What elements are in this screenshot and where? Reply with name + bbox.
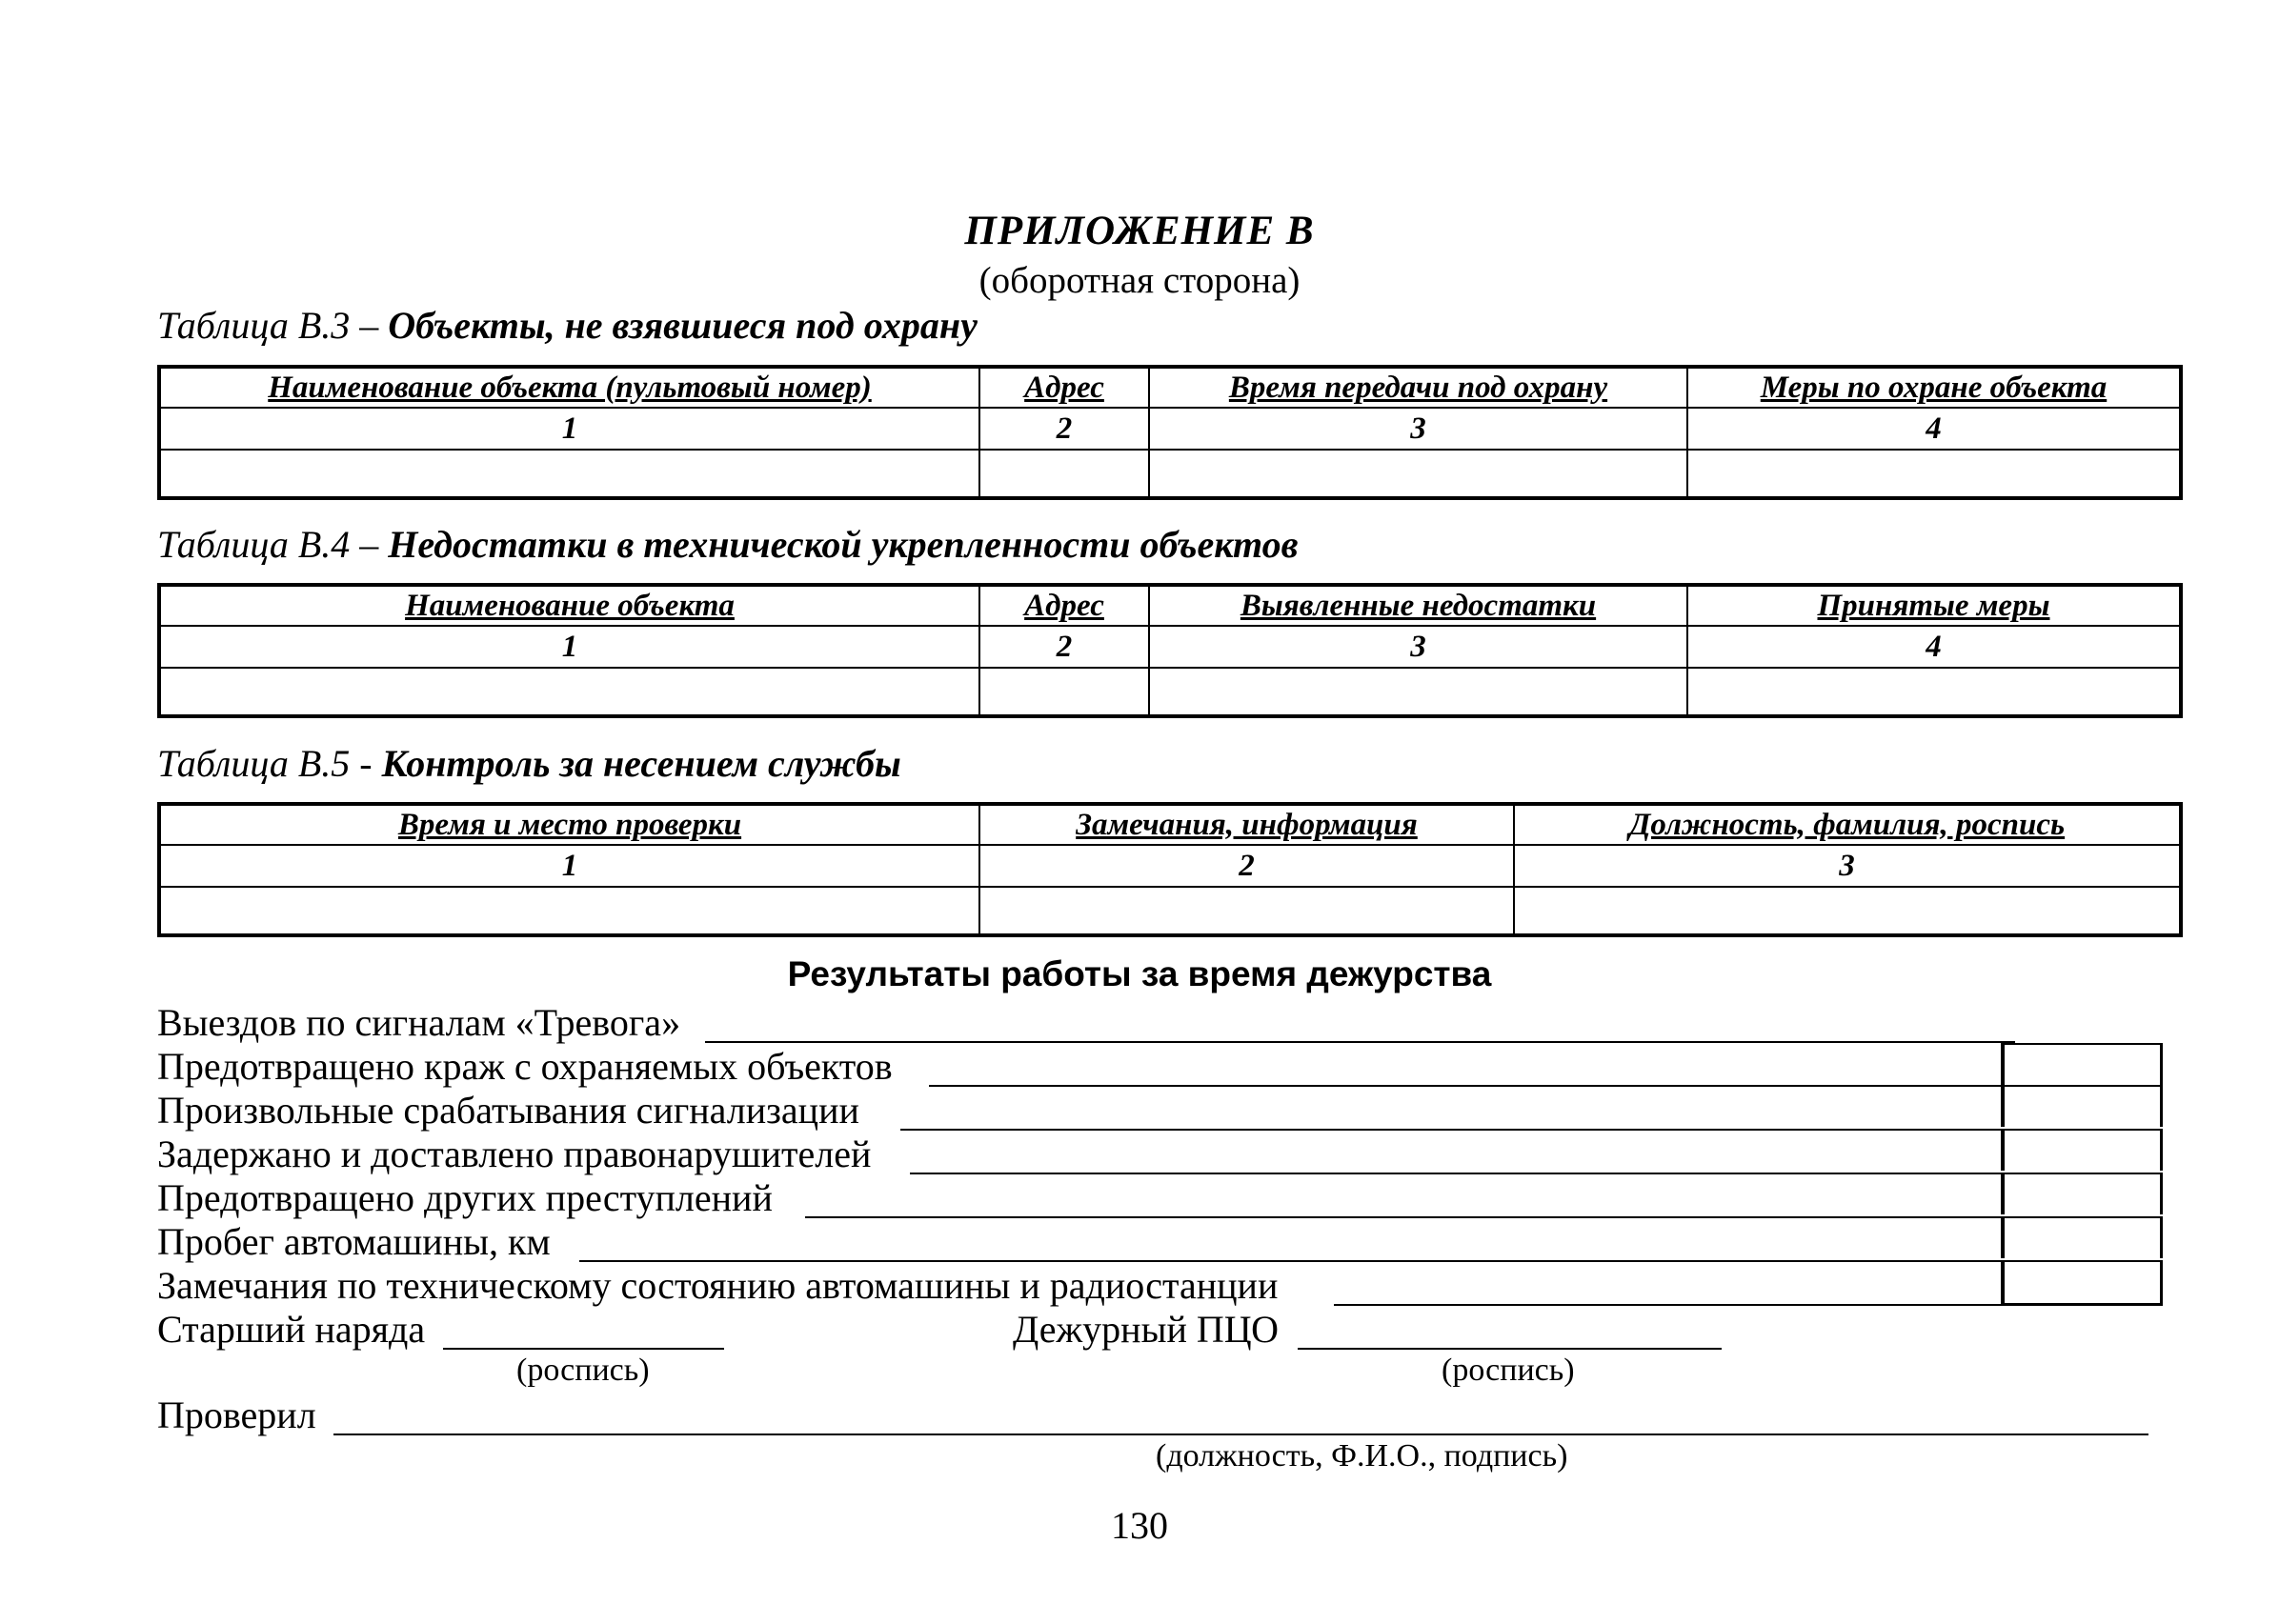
table-b3-header-name: Наименование объекта (пультовый номер) <box>159 367 979 408</box>
table-b4-caption-prefix: Таблица В.4 – <box>157 523 389 566</box>
table-b4-col-number: 4 <box>1687 626 2181 668</box>
table-b3-number-row <box>159 408 2181 450</box>
table-b4-cell[interactable] <box>979 668 1149 716</box>
results-fill-line[interactable] <box>929 1085 2001 1087</box>
results-value-box[interactable] <box>2001 1216 2163 1258</box>
table-b5-number-row <box>159 845 2181 887</box>
results-line-thefts-prevented: Предотвращено краж с охраняемых объектов <box>157 1045 893 1088</box>
table-b3-caption-title: Объекты, не взявшиеся под охрану <box>388 304 978 347</box>
table-b3 <box>157 365 2183 500</box>
table-b4-header-measures: Принятые меры <box>1687 585 2181 626</box>
duty-signature-caption: (роспись) <box>1442 1353 1575 1388</box>
table-b5-header-remarks: Замечания, информация <box>979 804 1514 845</box>
table-b5-col-number: 3 <box>1514 845 2181 887</box>
table-b3-header-time: Время передачи под охрану <box>1149 367 1687 408</box>
table-b4-cell[interactable] <box>159 668 979 716</box>
table-b3-col-number: 3 <box>1149 408 1687 450</box>
table-b3-col-number: 4 <box>1687 408 2181 450</box>
results-fill-line[interactable] <box>1334 1304 2001 1306</box>
table-b4-cell[interactable] <box>1687 668 2181 716</box>
table-b4-header-row <box>159 585 2181 626</box>
table-b3-header-row <box>159 367 2181 408</box>
results-fill-line[interactable] <box>705 1041 2015 1043</box>
table-b3-col-number: 1 <box>159 408 979 450</box>
results-line-mileage: Пробег автомашины, км <box>157 1220 551 1263</box>
appendix-title: ПРИЛОЖЕНИЕ В <box>964 209 1315 253</box>
results-value-box[interactable] <box>2001 1043 2163 1085</box>
table-b3-caption-prefix: Таблица В.3 – <box>157 304 389 347</box>
results-value-box[interactable] <box>2001 1260 2163 1306</box>
table-b4-col-number: 2 <box>979 626 1149 668</box>
checked-by-caption: (должность, Ф.И.О., подпись) <box>1156 1438 1568 1474</box>
table-b5-cell[interactable] <box>979 887 1514 935</box>
table-b5-caption-title: Контроль за несением службы <box>381 742 901 785</box>
results-fill-line[interactable] <box>805 1216 2001 1218</box>
checked-by-line[interactable] <box>333 1434 2148 1435</box>
table-b3-cell[interactable] <box>159 450 979 498</box>
results-line-other-crimes: Предотвращено других преступлений <box>157 1176 773 1219</box>
table-b5-col-number: 1 <box>159 845 979 887</box>
table-b4-header-name: Наименование объекта <box>159 585 979 626</box>
table-b5-cell[interactable] <box>1514 887 2181 935</box>
senior-crew-label: Старший наряда <box>157 1308 426 1351</box>
table-b5-header-row <box>159 804 2181 845</box>
table-b3-caption <box>157 303 978 348</box>
results-value-box[interactable] <box>2001 1129 2163 1171</box>
page-number: 130 <box>1111 1504 1168 1547</box>
table-b5-empty-row <box>159 887 2181 935</box>
senior-signature-caption: (роспись) <box>516 1353 650 1388</box>
table-b5-header-time-place: Время и место проверки <box>159 804 979 845</box>
table-b3-cell[interactable] <box>1149 450 1687 498</box>
results-line-false-alarms: Произвольные срабатывания сигнализации <box>157 1089 859 1132</box>
table-b3-header-address: Адрес <box>979 367 1149 408</box>
senior-signature-line[interactable] <box>443 1348 724 1350</box>
results-fill-line[interactable] <box>900 1129 2001 1131</box>
table-b5-cell[interactable] <box>159 887 979 935</box>
table-b4-col-number: 1 <box>159 626 979 668</box>
results-line-vehicle-remarks: Замечания по техническому состоянию автомашины и радиостанции <box>157 1264 1279 1307</box>
table-b5 <box>157 802 2183 937</box>
results-fill-line[interactable] <box>910 1173 2001 1174</box>
table-b3-cell[interactable] <box>979 450 1149 498</box>
results-value-box[interactable] <box>2001 1173 2163 1214</box>
table-b5-col-number: 2 <box>979 845 1514 887</box>
results-fill-line[interactable] <box>579 1260 2001 1262</box>
duty-officer-label: Дежурный ПЦО <box>1013 1308 1279 1351</box>
table-b3-col-number: 2 <box>979 408 1149 450</box>
table-b3-cell[interactable] <box>1687 450 2181 498</box>
checked-by-label: Проверил <box>157 1393 316 1436</box>
results-line-alarm-trips: Выездов по сигналам «Тревога» <box>157 1001 681 1044</box>
table-b5-caption <box>157 741 901 786</box>
table-b3-empty-row <box>159 450 2181 498</box>
results-value-box[interactable] <box>2001 1085 2163 1127</box>
table-b4-header-deficiencies: Выявленные недостатки <box>1149 585 1687 626</box>
table-b5-header-position: Должность, фамилия, роспись <box>1514 804 2181 845</box>
duty-signature-line[interactable] <box>1298 1348 1722 1350</box>
results-line-offenders-detained: Задержано и доставлено правонарушителей <box>157 1133 872 1175</box>
table-b4-empty-row <box>159 668 2181 716</box>
table-b4-header-address: Адрес <box>979 585 1149 626</box>
table-b4-cell[interactable] <box>1149 668 1687 716</box>
table-b4-number-row <box>159 626 2181 668</box>
table-b5-caption-prefix: Таблица В.5 - <box>157 742 382 785</box>
table-b4 <box>157 583 2183 718</box>
table-b4-caption <box>157 522 1298 567</box>
appendix-subtitle: (оборотная сторона) <box>978 260 1301 301</box>
table-b4-col-number: 3 <box>1149 626 1687 668</box>
table-b3-header-measures: Меры по охране объекта <box>1687 367 2181 408</box>
results-title: Результаты работы за время дежурства <box>787 954 1492 993</box>
table-b4-caption-title: Недостатки в технической укрепленности объектов <box>388 523 1299 566</box>
